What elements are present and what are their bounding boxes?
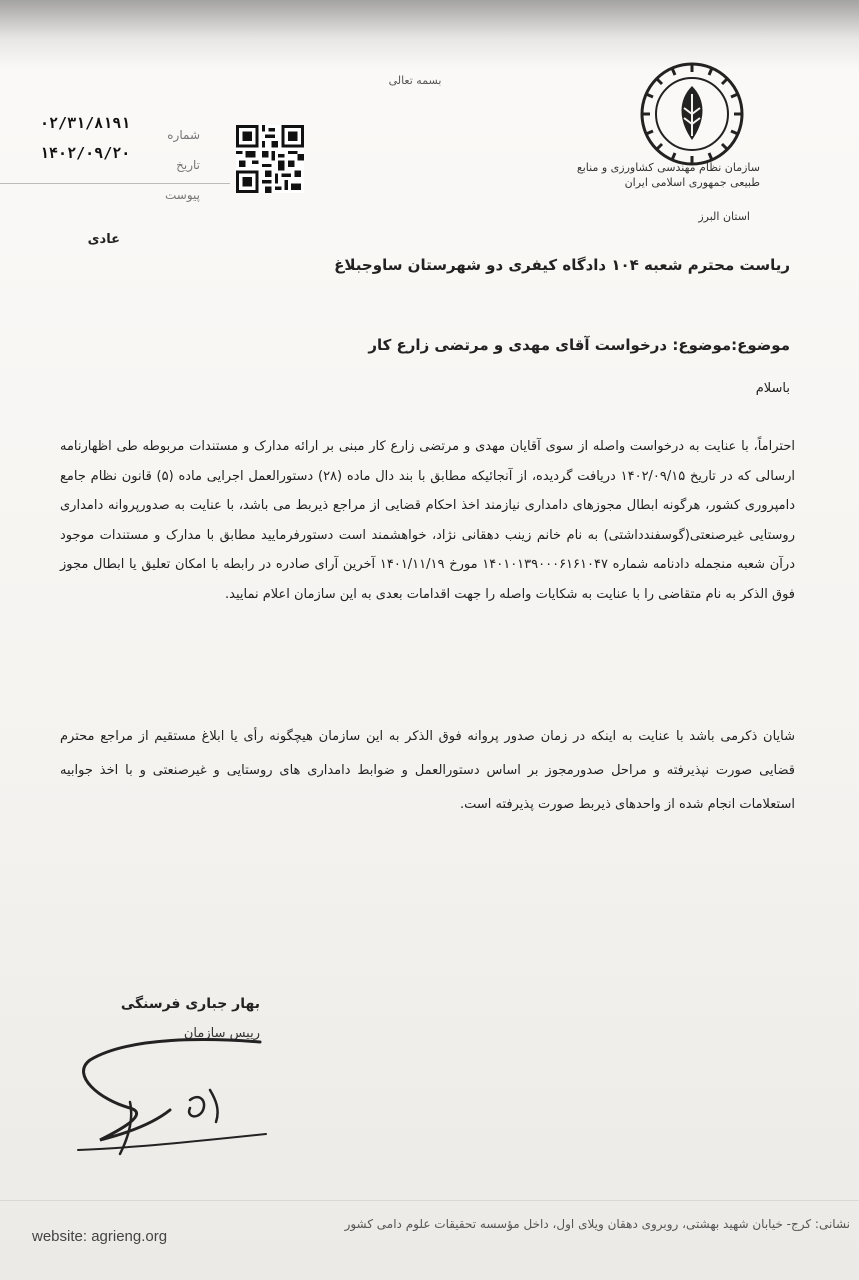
letter-date: ۱۴۰۲/۰۹/۲۰: [40, 144, 131, 162]
website-text: website: agrieng.org: [32, 1228, 168, 1245]
organization-logo-icon: [638, 60, 746, 168]
date-label: تاریخ: [176, 158, 200, 172]
qr-code-icon: [236, 124, 304, 194]
letter-number: ۰۲/۳۱/۸۱۹۱: [40, 114, 131, 132]
attachment-label: پیوست: [165, 188, 200, 202]
divider: [0, 183, 230, 184]
handwritten-signature-icon: [70, 1030, 270, 1160]
greeting: باسلام: [755, 381, 790, 396]
signer-name: بهار جباری فرسنگی: [120, 996, 260, 1012]
footer-divider: [0, 1200, 859, 1201]
signer-title: رییس سازمان: [183, 1026, 260, 1041]
subject: موضوع:موضوع: درخواست آقای مهدی و مرتضی زارع کار: [368, 336, 790, 354]
body-paragraph-2: شایان ذکرمی باشد با عنایت به اینکه در زمان صدور پروانه فوق الذکر به این سازمان هیچگونه رأی یا ابلاغ مستقیم از مراجع محترم قضایی صورت نپذیرفته و مراحل صدورمجوز بر اساس دستورالعمل و ضوابط دامداری های روستایی و غیرصنعتی و با اخذ جوابیه استعلامات انجام شده از واحدهای ذیربط صورت پذیرفته است.: [60, 729, 795, 812]
body-paragraph-1: احتراماً، با عنایت به درخواست واصله از سوی آقایان مهدی و مرتضی زارع کار مبنی بر ارائه مدارک و مستندات مربوطه طی اظهارنامه ارسالی که در تاریخ ۱۴۰۲/۰۹/۱۵ دریافت گردیده، از آنجائیکه مطابق با بند دال ماده (۲۸) دستورالعمل اجرایی ماده (۵) قانون نظام جامع دامپروری کشور، هرگونه ابطال مجوزهای دامداری نیازمند اخذ احکام قضایی از مراجع ذیربط می باشد، با عنایت به صدورپروانه دامداری روستایی غیرصنعتی(گوسفندداشتی) به نام خانم زینب دهقانی نژاد، خواهشمند است دستورفرمایید مطابق با مدارک و مستندات موجود درآن شعبه منجمله دادنامه شماره ۱۴۰۱۰۱۳۹۰۰۰۶۱۶۱۰۴۷ مورخ ۱۴۰۱/۱۱/۱۹ آخرین آرای صادره در رابطه با امکان تعلیق یا ابطال مجوز فوق الذکر به نام متقاضی را با عنایت به شکایات واصله را جهت اقدامات بعدی به این سازمان اعلام نمایید.: [60, 439, 795, 602]
organization-branch: استان البرز: [698, 210, 750, 223]
address-text: نشانی: کرج- خیابان شهید بهشتی، روبروی دهقان ویلای اول، داخل مؤسسه تحقیقات علوم دامی کشور: [344, 1217, 850, 1231]
meta-values: [40, 108, 150, 168]
priority-label: عادی: [87, 232, 120, 247]
number-label: شماره: [167, 128, 200, 142]
recipient: ریاست محترم شعبه ۱۰۴ دادگاه کیفری دو شهرستان ساوجبلاغ: [334, 256, 790, 274]
bismillah: بسمه تعالی: [388, 74, 442, 87]
organization-name: سازمان نظام مهندسی کشاورزی و منابع طبیعی جمهوری اسلامی ایران: [576, 161, 760, 189]
